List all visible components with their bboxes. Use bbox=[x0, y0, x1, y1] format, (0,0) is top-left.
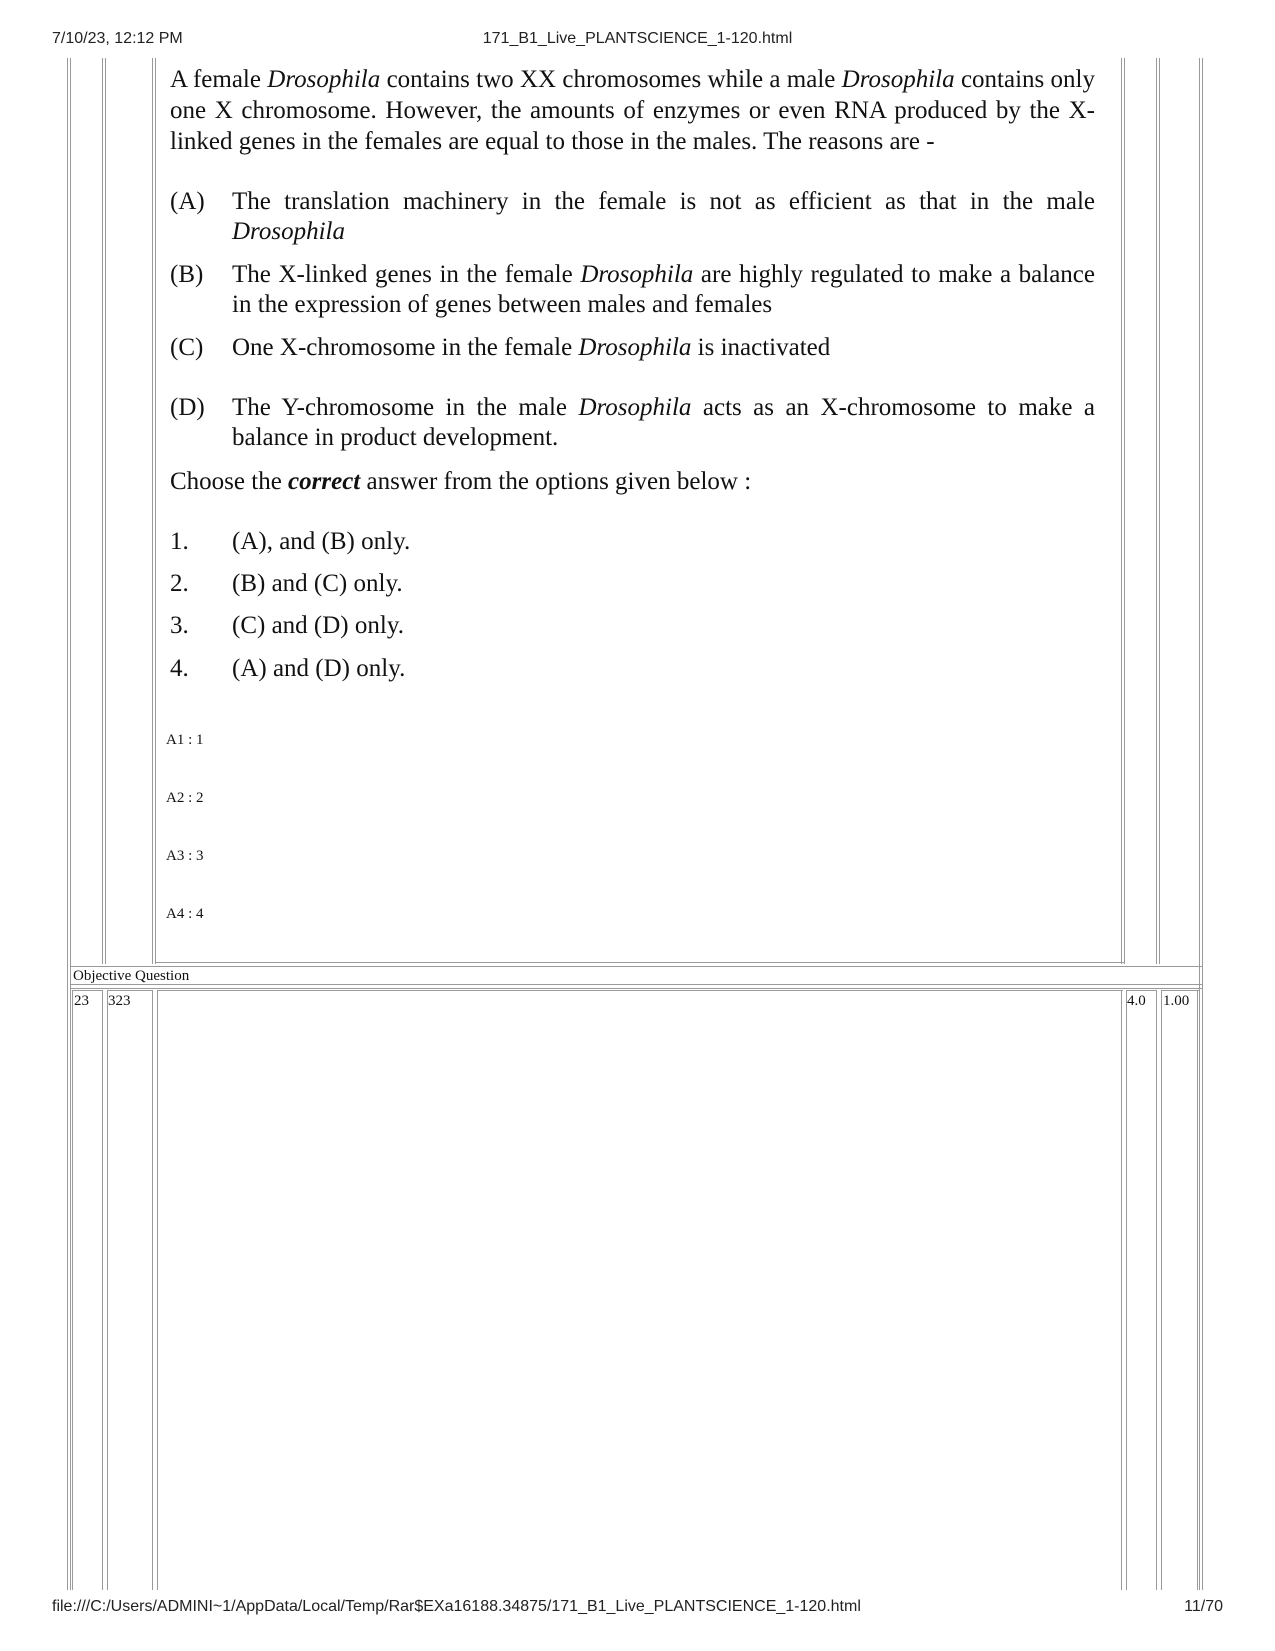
statement-species: Drosophila bbox=[580, 261, 694, 288]
question-marks: 4.0 bbox=[1127, 993, 1146, 1009]
answer-option-3 bbox=[170, 611, 404, 641]
statement-label: (A) bbox=[170, 188, 205, 215]
stem-species: Drosophila bbox=[841, 66, 955, 93]
instruction-line bbox=[170, 467, 751, 497]
statement-c bbox=[170, 333, 1095, 363]
answer-key-a1: A1 : 1 bbox=[166, 732, 204, 748]
question-type-label: Objective Question bbox=[73, 968, 190, 984]
instruction-text: answer from the options given below : bbox=[360, 468, 752, 495]
statement-text: is inactivated bbox=[691, 334, 831, 361]
answer-option-1 bbox=[170, 527, 410, 557]
statement-b bbox=[170, 260, 1095, 320]
stem-text: contains two XX chromosomes while a male bbox=[380, 66, 842, 93]
statement-label: (C) bbox=[170, 334, 204, 361]
instruction-text: Choose the bbox=[170, 468, 289, 495]
option-number: 2. bbox=[170, 570, 189, 597]
statement-text: The X-linked genes in the female bbox=[232, 261, 581, 288]
statement-label: (B) bbox=[170, 261, 204, 288]
option-number: 1. bbox=[170, 528, 189, 555]
answer-option-4 bbox=[170, 654, 405, 684]
option-text: (B) and (C) only. bbox=[232, 570, 403, 597]
question-id: 323 bbox=[108, 993, 131, 1009]
answer-key-a2: A2 : 2 bbox=[166, 790, 204, 806]
option-text: (A), and (B) only. bbox=[232, 528, 411, 555]
option-number: 3. bbox=[170, 612, 189, 639]
statement-a bbox=[170, 187, 1095, 247]
statement-d bbox=[170, 393, 1095, 453]
option-text: (A) and (D) only. bbox=[232, 655, 406, 682]
answer-key-a3: A3 : 3 bbox=[166, 848, 204, 864]
answer-key-a4: A4 : 4 bbox=[166, 906, 204, 922]
statement-species: Drosophila bbox=[578, 334, 692, 361]
instruction-emphasis: correct bbox=[288, 468, 361, 495]
statement-text: acts as an X-chromosome to make a balance in product development. bbox=[232, 394, 1095, 451]
stem-text: A female bbox=[170, 66, 268, 93]
statement-text: One X-chromosome in the female bbox=[232, 334, 579, 361]
option-number: 4. bbox=[170, 655, 189, 682]
print-page-number: 11/70 bbox=[1184, 1598, 1223, 1615]
statement-text: The translation machinery in the female is not as efficient as that in the male bbox=[232, 188, 1095, 215]
question-negative-marks: 1.00 bbox=[1163, 993, 1190, 1009]
statement-label: (D) bbox=[170, 394, 205, 421]
statement-species: Drosophila bbox=[232, 218, 345, 245]
statement-species: Drosophila bbox=[578, 394, 692, 421]
answer-option-2 bbox=[170, 569, 403, 599]
print-file-path: file:///C:/Users/ADMINI~1/AppData/Local/Temp/Rar$EXa16188.34875/171_B1_Live_PLANTSCIENCE_1-120.html bbox=[52, 1598, 861, 1615]
question-serial: 23 bbox=[74, 993, 89, 1009]
option-text: (C) and (D) only. bbox=[232, 612, 404, 639]
print-timestamp: 7/10/23, 12:12 PM bbox=[52, 30, 183, 47]
statement-text: are highly regulated to make a balance in the expression of genes between males and females bbox=[232, 261, 1095, 318]
question-stem bbox=[170, 64, 1095, 157]
stem-species: Drosophila bbox=[267, 66, 381, 93]
print-title: 171_B1_Live_PLANTSCIENCE_1-120.html bbox=[482, 30, 793, 47]
statement-text: The Y-chromosome in the male bbox=[232, 394, 579, 421]
stem-text: contains only one X chromosome. However, the amounts of enzymes or even RNA produced by the X-linked genes in the females are equal to those in the males. The reasons are - bbox=[170, 66, 1095, 155]
